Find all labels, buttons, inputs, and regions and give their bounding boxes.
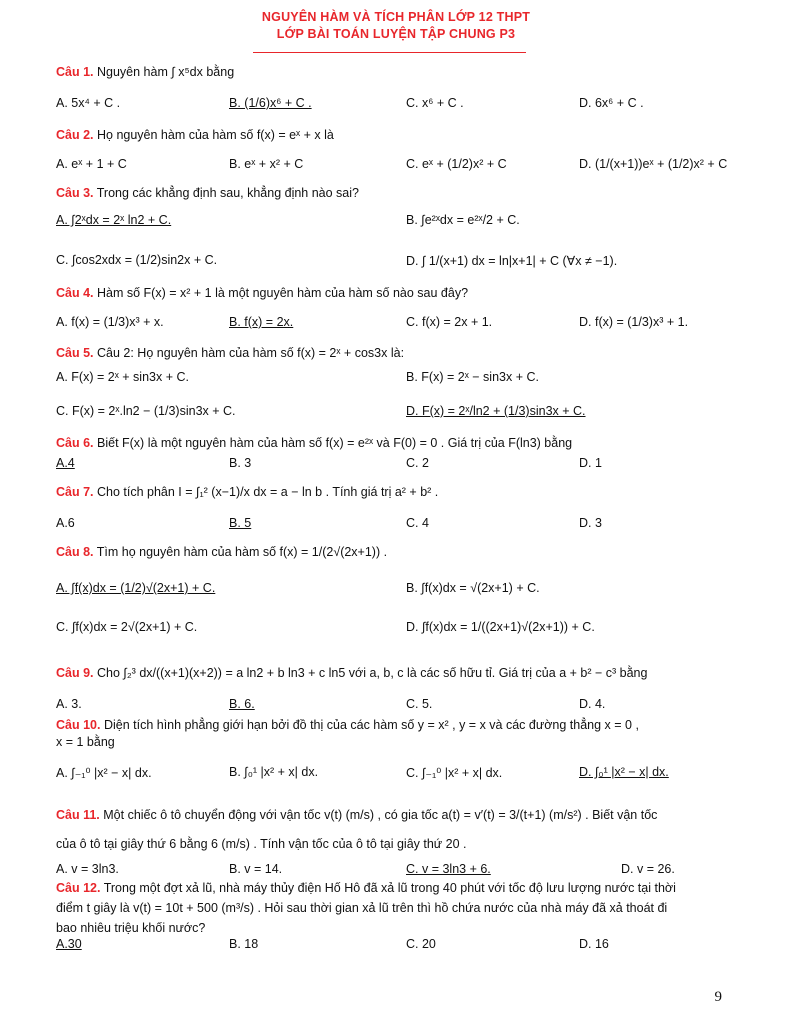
question-text: Diện tích hình phẳng giới hạn bởi đồ thị của các hàm số y = x² , y = x và các đường thẳng x = 0 , — [103, 718, 639, 732]
option-b[interactable]: B. 6. — [229, 697, 255, 711]
question-text-cont: của ô tô tại giây thứ 6 bằng 6 (m/s) . Tính vận tốc của ô tô tại giây thứ 20 . — [56, 837, 467, 851]
question-text: Một chiếc ô tô chuyển động với vận tốc v(t) (m/s) , có gia tốc a(t) = v′(t) = 3/(t+1) (m/s²) . Biết vận tốc — [103, 808, 658, 822]
question-text: Trong các khẳng định sau, khẳng định nào sai? — [96, 186, 359, 200]
question-label: Câu 4. — [56, 286, 94, 300]
question-text: Tìm họ nguyên hàm của hàm số f(x) = 1/(2√(2x+1)) . — [96, 545, 388, 559]
option-a[interactable]: A. 5x⁴ + C . — [56, 96, 121, 110]
option-b[interactable]: B. ∫e²ˣdx = e²ˣ/2 + C. — [406, 213, 520, 227]
option-d[interactable]: D. (1/(x+1))eˣ + (1/2)x² + C — [579, 157, 728, 171]
question-text-cont-2: bao nhiêu triệu khối nước? — [56, 921, 206, 935]
option-b[interactable]: B. f(x) = 2x. — [229, 315, 294, 329]
options-row-8b — [56, 620, 736, 640]
option-a[interactable]: A. F(x) = 2ˣ + sin3x + C. — [56, 370, 189, 384]
option-b[interactable]: B. ∫f(x)dx = √(2x+1) + C. — [406, 581, 540, 595]
options-row-6 — [56, 456, 736, 476]
option-c[interactable]: C. 2 — [406, 456, 429, 470]
option-c[interactable]: C. x⁶ + C . — [406, 96, 464, 110]
question-text: Nguyên hàm ∫ x⁵dx bằng — [97, 65, 235, 79]
option-b[interactable]: B. 18 — [229, 937, 259, 951]
option-c[interactable]: C. F(x) = 2ˣ.ln2 − (1/3)sin3x + C. — [56, 404, 236, 418]
options-row-5a — [56, 370, 736, 390]
question-3 — [56, 185, 736, 202]
question-text-cont: x = 1 bằng — [56, 735, 115, 749]
question-text-cont: điểm t giây là v(t) = 10t + 500 (m³/s) . Hỏi sau thời gian xả lũ trên thì hồ chứa nước của nhà máy đã xả thoát đi — [56, 901, 668, 915]
option-d[interactable]: D. 6x⁶ + C . — [579, 96, 644, 110]
option-a[interactable]: A. ∫2ˣdx = 2ˣ ln2 + C. — [56, 213, 172, 227]
options-row-10 — [56, 765, 736, 785]
question-text: Trong một đợt xả lũ, nhà máy thủy điện Hố Hô đã xả lũ trong 40 phút với tốc độ lưu lượng nước tại thời — [103, 881, 676, 895]
option-c[interactable]: C. 5. — [406, 697, 433, 711]
question-2 — [56, 127, 736, 144]
question-label: Câu 11. — [56, 808, 100, 822]
question-label: Câu 3. — [56, 186, 94, 200]
page-number: 9 — [714, 989, 722, 1005]
question-text: Câu 2: Họ nguyên hàm của hàm số f(x) = 2ˣ + cos3x là: — [97, 346, 405, 360]
question-label: Câu 10. — [56, 718, 101, 732]
option-d[interactable]: D. 3 — [579, 516, 602, 530]
title-line-2: LỚP BÀI TOÁN LUYỆN TẬP CHUNG P3 — [276, 27, 516, 41]
option-b[interactable]: B. F(x) = 2ˣ − sin3x + C. — [406, 370, 539, 384]
option-a[interactable]: A. ∫f(x)dx = (1/2)√(2x+1) + C. — [56, 581, 216, 595]
option-b[interactable]: B. eˣ + x² + C — [229, 157, 304, 171]
title-divider — [253, 52, 526, 53]
option-b[interactable]: B. (1/6)x⁶ + C . — [229, 96, 312, 110]
question-6 — [56, 435, 736, 452]
options-row-5b — [56, 404, 736, 424]
option-c[interactable]: C. eˣ + (1/2)x² + C — [406, 157, 507, 171]
option-c[interactable]: C. ∫f(x)dx = 2√(2x+1) + C. — [56, 620, 198, 634]
question-text: Cho tích phân I = ∫₁² (x−1)/x dx = a − ln b . Tính giá trị a² + b² . — [97, 485, 439, 499]
question-label: Câu 9. — [56, 666, 94, 680]
option-d[interactable]: D. v = 26. — [621, 862, 675, 876]
question-9 — [56, 665, 736, 682]
question-label: Câu 8. — [56, 545, 94, 559]
option-c[interactable]: C. v = 3ln3 + 6. — [406, 862, 491, 876]
option-a[interactable]: A.30 — [56, 937, 82, 951]
options-row-8a — [56, 581, 736, 601]
question-8 — [56, 544, 736, 561]
option-a[interactable]: A. v = 3ln3. — [56, 862, 119, 876]
option-d[interactable]: D. ∫f(x)dx = 1/((2x+1)√(2x+1)) + C. — [406, 620, 595, 634]
question-text: Họ nguyên hàm của hàm số f(x) = eˣ + x là — [97, 128, 334, 142]
option-a[interactable]: A.4 — [56, 456, 75, 470]
question-1 — [56, 64, 736, 81]
question-label: Câu 7. — [56, 485, 94, 499]
option-a[interactable]: A. eˣ + 1 + C — [56, 157, 127, 171]
option-b[interactable]: B. 3 — [229, 456, 252, 470]
options-row-7 — [56, 516, 736, 536]
option-a[interactable]: A.6 — [56, 516, 75, 530]
question-label: Câu 12. — [56, 881, 101, 895]
option-d[interactable]: D. ∫ 1/(x+1) dx = ln|x+1| + C (∀x ≠ −1). — [406, 254, 618, 268]
question-label: Câu 5. — [56, 346, 94, 360]
option-b[interactable]: B. 5 — [229, 516, 252, 530]
options-row-1 — [56, 96, 736, 116]
option-b[interactable]: B. ∫₀¹ |x² + x| dx. — [229, 765, 319, 779]
option-d[interactable]: D. ∫₀¹ |x² − x| dx. — [579, 765, 669, 779]
option-d[interactable]: D. f(x) = (1/3)x³ + 1. — [579, 315, 689, 329]
option-a[interactable]: A. f(x) = (1/3)x³ + x. — [56, 315, 164, 329]
question-label: Câu 2. — [56, 128, 94, 142]
question-5 — [56, 345, 736, 362]
question-text: Cho ∫₂³ dx/((x+1)(x+2)) = a ln2 + b ln3 + c ln5 với a, b, c là các số hữu tỉ. Giá trị của a + b² − c³ bằng — [97, 666, 648, 680]
question-10 — [56, 717, 736, 751]
question-12 — [56, 878, 736, 938]
question-label: Câu 6. — [56, 436, 94, 450]
option-a[interactable]: A. 3. — [56, 697, 82, 711]
option-c[interactable]: C. f(x) = 2x + 1. — [406, 315, 493, 329]
options-row-4 — [56, 315, 736, 335]
option-b[interactable]: B. v = 14. — [229, 862, 283, 876]
question-label: Câu 1. — [56, 65, 94, 79]
option-c[interactable]: C. ∫₋₁⁰ |x² + x| dx. — [406, 766, 503, 780]
options-row-2 — [56, 157, 736, 177]
title-line-1: NGUYÊN HÀM VÀ TÍCH PHÂN LỚP 12 THPT — [261, 10, 531, 24]
question-text: Hàm số F(x) = x² + 1 là một nguyên hàm của hàm số nào sau đây? — [97, 286, 469, 300]
question-11 — [56, 807, 736, 853]
question-4 — [56, 285, 736, 302]
question-text: Biết F(x) là một nguyên hàm của hàm số f(x) = e²ˣ và F(0) = 0 . Giá trị của F(ln3) bằng — [97, 436, 573, 450]
option-c[interactable]: C. 20 — [406, 937, 436, 951]
option-c[interactable]: C. ∫cos2xdx = (1/2)sin2x + C. — [56, 253, 218, 267]
option-d[interactable]: D. 1 — [579, 456, 602, 470]
options-row-9 — [56, 697, 736, 717]
option-a[interactable]: A. ∫₋₁⁰ |x² − x| dx. — [56, 766, 152, 780]
option-d[interactable]: D. F(x) = 2ˣ/ln2 + (1/3)sin3x + C. — [406, 404, 586, 418]
options-row-12 — [56, 937, 736, 957]
options-row-3a — [56, 213, 736, 233]
question-7 — [56, 484, 736, 501]
option-c[interactable]: C. 4 — [406, 516, 429, 530]
option-d[interactable]: D. 16 — [579, 937, 609, 951]
option-d[interactable]: D. 4. — [579, 697, 606, 711]
options-row-3b — [56, 253, 736, 273]
